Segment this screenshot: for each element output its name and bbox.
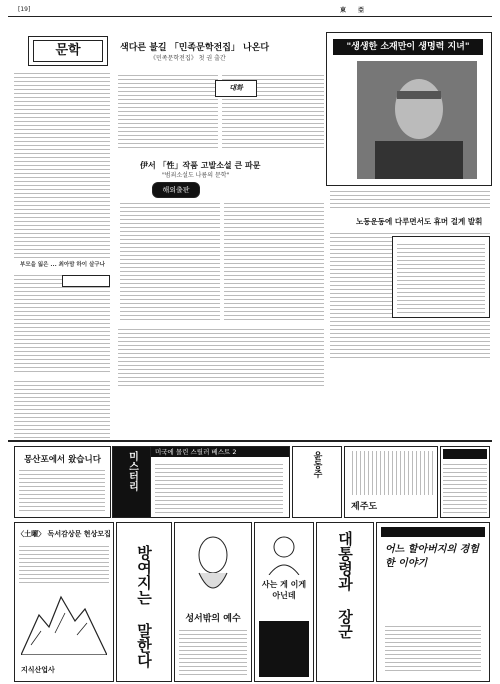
subhead-1: 《민족문학전집》 첫 권 출간 xyxy=(150,55,226,62)
text-column xyxy=(14,272,110,372)
text-column xyxy=(118,72,218,150)
sidebar-box xyxy=(392,236,490,318)
small-notice xyxy=(62,275,110,287)
text-column xyxy=(118,326,324,388)
ad-life-title: 사는 게 이게 아닌데 xyxy=(261,579,307,600)
ad-mystery-title: 미국에 몰린 스릴러 베스트 2 xyxy=(151,447,289,457)
news-box-1: 노동운동에 다루면서도 휴머 걸게 발휘 xyxy=(356,217,483,226)
text-column xyxy=(224,200,324,320)
figure-illustration xyxy=(183,533,243,603)
headline-1: 색다른 불길 「민족문학전집」 나온다 xyxy=(120,43,270,53)
ad-fiction-title: 몽산포에서 왔습니다 xyxy=(24,455,101,465)
ad-mystery-label: 미스터리 xyxy=(126,451,138,491)
subhead-2: "범죄소설도 나름의 문학" xyxy=(162,172,230,179)
ad-bottom-left-publisher: 지식산업사 xyxy=(21,665,55,674)
figure-illustration xyxy=(261,529,307,575)
ad-yoon-title: 윤동주 xyxy=(311,451,322,478)
ad-vertical1-text: 방여지는 말한다 xyxy=(135,545,153,668)
ad-location-text: 제주도 xyxy=(351,502,378,512)
headline-2: 伊서 「性」작품 고발소설 큰 파문 xyxy=(140,160,261,170)
page-number: [19] xyxy=(18,6,31,13)
ad-jesus xyxy=(174,522,252,682)
ad-fiction xyxy=(14,446,111,518)
text-column xyxy=(120,200,220,320)
text-column xyxy=(14,70,110,260)
ad-political xyxy=(316,522,374,682)
ad-yoon xyxy=(292,446,342,518)
ad-grandpa xyxy=(376,522,490,682)
news-box-2: 부모을 잃은 ... 최아맘 하이 살구나 xyxy=(20,262,105,268)
ad-mystery xyxy=(150,446,290,518)
mountain-illustration xyxy=(21,585,107,655)
tag-label: 해외출판 xyxy=(152,182,200,198)
section-title: 문학 xyxy=(33,40,103,62)
portrait-photo xyxy=(357,61,477,179)
ad-life xyxy=(254,522,314,682)
inset-logo: 대화 xyxy=(215,80,257,97)
ad-grandpa-text: 어느 할아버지의 경험한 이야기 xyxy=(385,544,479,569)
ad-bottom-left-title: 〈土曜〉 독서감상문 현상모집 xyxy=(17,529,111,538)
ad-location xyxy=(344,446,438,518)
pullquote: "생생한 소재만이 생명력 지녀" xyxy=(333,39,483,55)
masthead-brand: 東亞 xyxy=(340,7,377,14)
ad-bottom-left xyxy=(14,522,114,682)
ad-mystery-label-box xyxy=(112,446,152,518)
ad-side xyxy=(440,446,490,518)
text-column xyxy=(14,378,110,438)
section-title-box xyxy=(28,36,108,66)
caption xyxy=(330,188,490,208)
interview-box xyxy=(326,32,492,186)
ad-jesus-title: 성서밖의 예수 xyxy=(185,614,241,624)
ad-vertical1 xyxy=(116,522,172,682)
ad-political-text: 대통령과 장군 xyxy=(336,531,354,639)
